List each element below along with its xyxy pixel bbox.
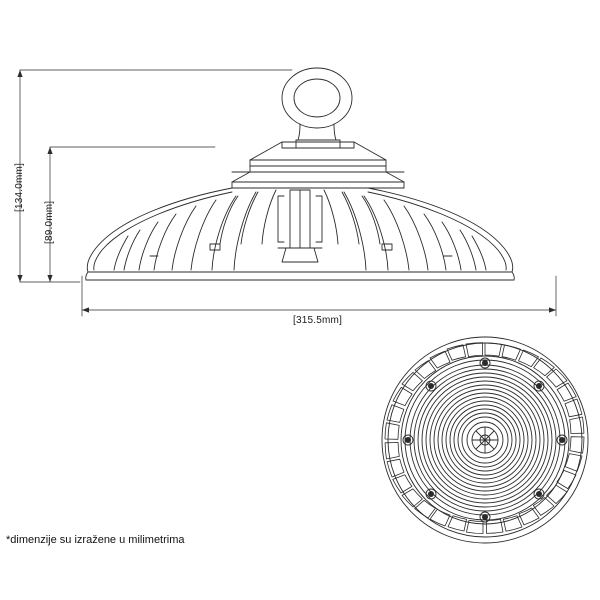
bottom-view-geometry [382, 337, 588, 543]
dimension-label-body-height: [89.0mm] [44, 200, 55, 244]
units-footnote: *dimenzije su izražene u milimetrima [6, 534, 185, 546]
dimension-lines [17, 70, 556, 316]
side-view-geometry [86, 68, 515, 280]
dimension-label-overall-diameter: [315.5mm] [293, 315, 343, 326]
dimension-label-overall-height: [134.0mm] [14, 162, 25, 212]
